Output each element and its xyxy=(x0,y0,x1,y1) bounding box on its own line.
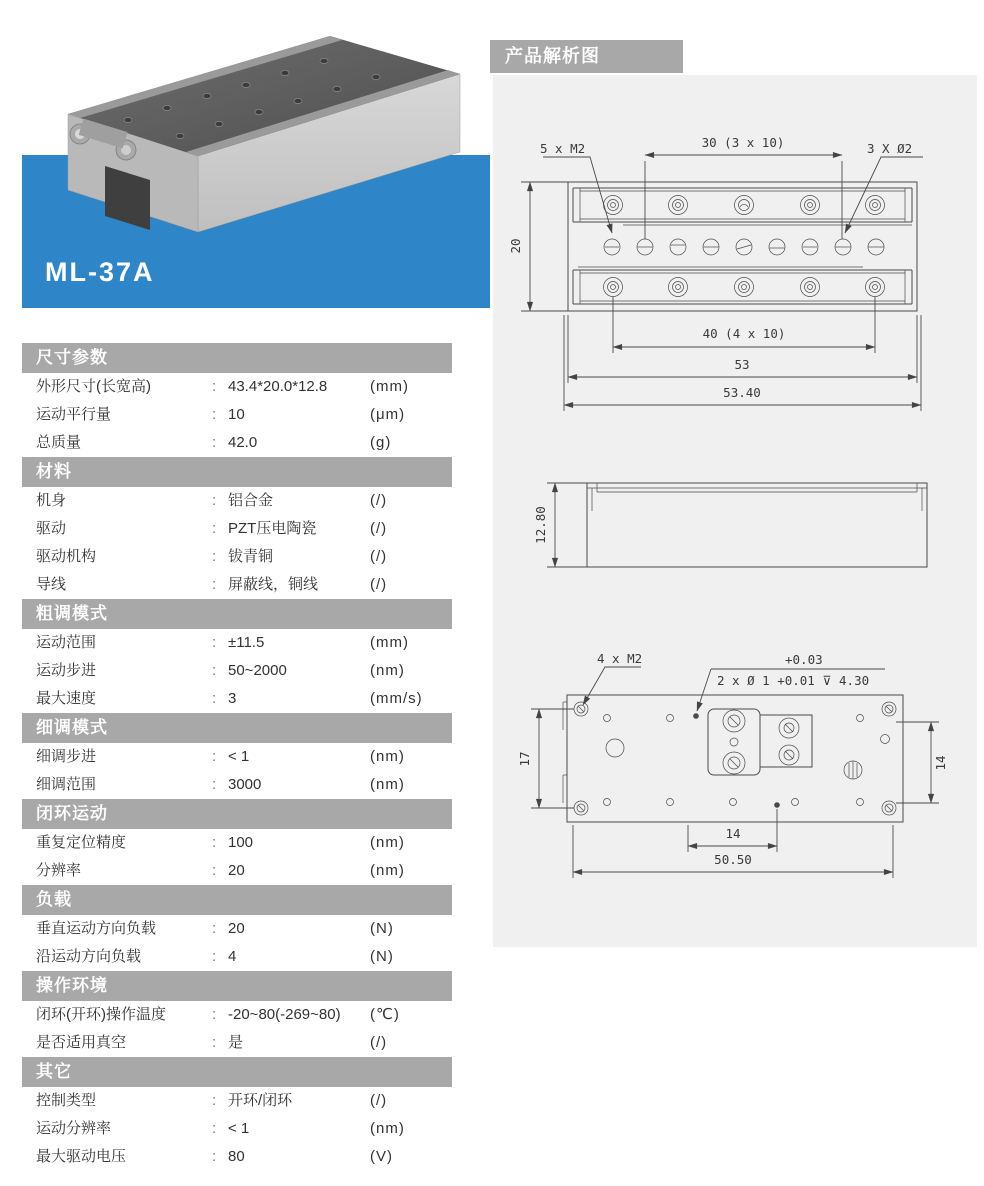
spec-unit: (nm) xyxy=(370,662,405,679)
top-view-drawing xyxy=(508,135,923,411)
dim-label-14-bottom: 14 xyxy=(725,826,741,841)
spec-row xyxy=(22,857,452,885)
spec-row xyxy=(22,487,452,515)
spec-table xyxy=(22,343,452,1171)
section-title: 尺寸参数 xyxy=(36,348,108,367)
spec-colon: : xyxy=(212,776,217,793)
spec-row xyxy=(22,1001,452,1029)
spec-row xyxy=(22,401,452,429)
spec-row xyxy=(22,915,452,943)
engineering-drawing xyxy=(493,75,977,947)
spec-label: 沿运动方向负载 xyxy=(36,948,142,965)
spec-label: 外形尺寸(长宽高) xyxy=(36,378,151,395)
dim-label-53-40: 53.40 xyxy=(723,385,761,400)
label-4xM2: 4 x M2 xyxy=(597,651,643,666)
drawing-panel xyxy=(493,75,977,947)
section-title: 材料 xyxy=(36,462,72,481)
section-header-closed-loop xyxy=(22,799,452,829)
spec-unit: (/) xyxy=(370,1092,388,1109)
spec-colon: : xyxy=(212,748,217,765)
spec-unit: (N) xyxy=(370,948,394,965)
panel-title-text: 产品解析图 xyxy=(505,46,600,66)
spec-colon: : xyxy=(212,548,217,565)
spec-colon: : xyxy=(212,576,217,593)
spec-row xyxy=(22,543,452,571)
spec-unit: (mm) xyxy=(370,378,409,395)
spec-value: 20 xyxy=(228,862,245,879)
spec-label: 导线 xyxy=(36,576,67,593)
spec-value: 3000 xyxy=(228,776,262,793)
spec-row xyxy=(22,829,452,857)
spec-label: 细调范围 xyxy=(36,776,97,793)
section-header-coarse-mode xyxy=(22,599,452,629)
spec-unit: (mm) xyxy=(370,634,409,651)
dim-label-20: 20 xyxy=(508,238,523,254)
spec-value: 屏蔽线，铜线 xyxy=(228,576,319,593)
product-photo xyxy=(40,24,470,268)
spec-unit: (/) xyxy=(370,520,388,537)
spec-unit: (nm) xyxy=(370,1120,405,1137)
spec-colon: : xyxy=(212,948,217,965)
label-3xD2: 3 X Ø2 xyxy=(867,141,913,156)
spec-label: 垂直运动方向负载 xyxy=(36,920,157,937)
spec-row xyxy=(22,771,452,799)
spec-label: 运动范围 xyxy=(36,634,97,651)
spec-value: ±11.5 xyxy=(228,634,265,651)
panel-title xyxy=(490,40,683,73)
spec-colon: : xyxy=(212,434,217,451)
spec-unit: (μm) xyxy=(370,406,406,423)
spec-colon: : xyxy=(212,662,217,679)
spec-value: 80 xyxy=(228,1148,245,1165)
spec-row xyxy=(22,1029,452,1057)
spec-unit: (℃) xyxy=(370,1006,400,1023)
spec-colon: : xyxy=(212,492,217,509)
spec-value: 铝合金 xyxy=(228,492,274,509)
dim-label-53: 53 xyxy=(734,357,750,372)
spec-value: 42.0 xyxy=(228,434,258,451)
spec-unit: (/) xyxy=(370,576,388,593)
spec-value: 钹青铜 xyxy=(228,548,274,565)
spec-unit: (nm) xyxy=(370,776,405,793)
spec-label: 运动平行量 xyxy=(36,406,112,423)
spec-row xyxy=(22,629,452,657)
bottom-view-drawing xyxy=(517,651,948,878)
label-tolerance-top: +0.03 xyxy=(785,652,823,667)
spec-unit: (N) xyxy=(370,920,394,937)
spec-unit: (mm/s) xyxy=(370,690,423,707)
section-header-fine-mode xyxy=(22,713,452,743)
spec-unit: (nm) xyxy=(370,748,405,765)
spec-label: 驱动 xyxy=(36,520,67,537)
spec-value: 3 xyxy=(228,690,237,707)
spec-colon: : xyxy=(212,1092,217,1109)
section-header-materials xyxy=(22,457,452,487)
label-5xM2: 5 x M2 xyxy=(540,141,586,156)
spec-row xyxy=(22,1143,452,1171)
spec-colon: : xyxy=(212,920,217,937)
dim-label-30: 30 (3 x 10) xyxy=(701,135,785,150)
section-title: 负载 xyxy=(36,890,72,909)
spec-unit: (nm) xyxy=(370,834,405,851)
spec-row xyxy=(22,1115,452,1143)
section-title: 粗调模式 xyxy=(36,604,108,623)
section-title: 细调模式 xyxy=(36,718,108,737)
spec-row xyxy=(22,943,452,971)
dim-label-14-right: 14 xyxy=(933,755,948,771)
spec-value: -20~80(-269~80) xyxy=(228,1006,341,1023)
product-model: ML-37A xyxy=(45,257,155,287)
spec-label: 最大速度 xyxy=(36,690,97,707)
spec-value: 开环/闭环 xyxy=(228,1092,293,1109)
spec-label: 总质量 xyxy=(36,434,82,451)
section-title: 操作环境 xyxy=(36,976,108,995)
spec-unit: (nm) xyxy=(370,862,405,879)
section-title: 闭环运动 xyxy=(36,804,108,823)
spec-colon: : xyxy=(212,1120,217,1137)
dim-label-17: 17 xyxy=(517,751,532,767)
side-view-drawing xyxy=(533,483,927,567)
spec-colon: : xyxy=(212,834,217,851)
spec-row xyxy=(22,373,452,401)
spec-value: < 1 xyxy=(228,1120,250,1137)
spec-label: 是否适用真空 xyxy=(36,1034,127,1051)
spec-colon: : xyxy=(212,1006,217,1023)
spec-label: 运动分辨率 xyxy=(36,1120,112,1137)
spec-label: 机身 xyxy=(36,492,67,509)
spec-value: 50~2000 xyxy=(228,662,287,679)
spec-row xyxy=(22,657,452,685)
spec-value: 10 xyxy=(228,406,245,423)
section-header-dimensions xyxy=(22,343,452,373)
spec-value: 20 xyxy=(228,920,245,937)
section-header-other xyxy=(22,1057,452,1087)
spec-colon: : xyxy=(212,634,217,651)
spec-unit: (/) xyxy=(370,548,388,565)
spec-value: 是 xyxy=(228,1034,244,1051)
spec-colon: : xyxy=(212,690,217,707)
spec-value: 4 xyxy=(228,948,237,965)
section-title: 其它 xyxy=(36,1062,72,1081)
spec-label: 重复定位精度 xyxy=(36,834,127,851)
spec-label: 最大驱动电压 xyxy=(36,1148,127,1165)
section-header-load xyxy=(22,885,452,915)
spec-row xyxy=(22,429,452,457)
spec-label: 细调步进 xyxy=(36,748,97,765)
dim-label-40: 40 (4 x 10) xyxy=(702,326,786,341)
spec-value: 100 xyxy=(228,834,254,851)
spec-unit: (/) xyxy=(370,1034,388,1051)
dim-label-12-80: 12.80 xyxy=(533,506,548,544)
spec-colon: : xyxy=(212,520,217,537)
spec-label: 闭环(开环)操作温度 xyxy=(36,1006,166,1023)
spec-colon: : xyxy=(212,1034,217,1051)
spec-value: < 1 xyxy=(228,748,250,765)
dim-label-50-50: 50.50 xyxy=(714,852,752,867)
spec-unit: (/) xyxy=(370,492,388,509)
spec-unit: (V) xyxy=(370,1148,393,1165)
spec-row xyxy=(22,685,452,713)
spec-value: PZT压电陶瓷 xyxy=(228,520,317,537)
spec-row xyxy=(22,743,452,771)
spec-row xyxy=(22,515,452,543)
spec-label: 驱动机构 xyxy=(36,548,97,565)
spec-row xyxy=(22,571,452,599)
spec-label: 运动步进 xyxy=(36,662,97,679)
spec-unit: (g) xyxy=(370,434,392,451)
section-header-environment xyxy=(22,971,452,1001)
spec-row xyxy=(22,1087,452,1115)
spec-label: 分辨率 xyxy=(36,862,82,879)
spec-colon: : xyxy=(212,862,217,879)
spec-value: 43.4*20.0*12.8 xyxy=(228,378,328,395)
label-hole-spec: 2 x Ø 1 +0.01 ⊽ 4.30 xyxy=(717,673,870,688)
spec-colon: : xyxy=(212,406,217,423)
spec-label: 控制类型 xyxy=(36,1092,97,1109)
spec-colon: : xyxy=(212,378,217,395)
spec-colon: : xyxy=(212,1148,217,1165)
